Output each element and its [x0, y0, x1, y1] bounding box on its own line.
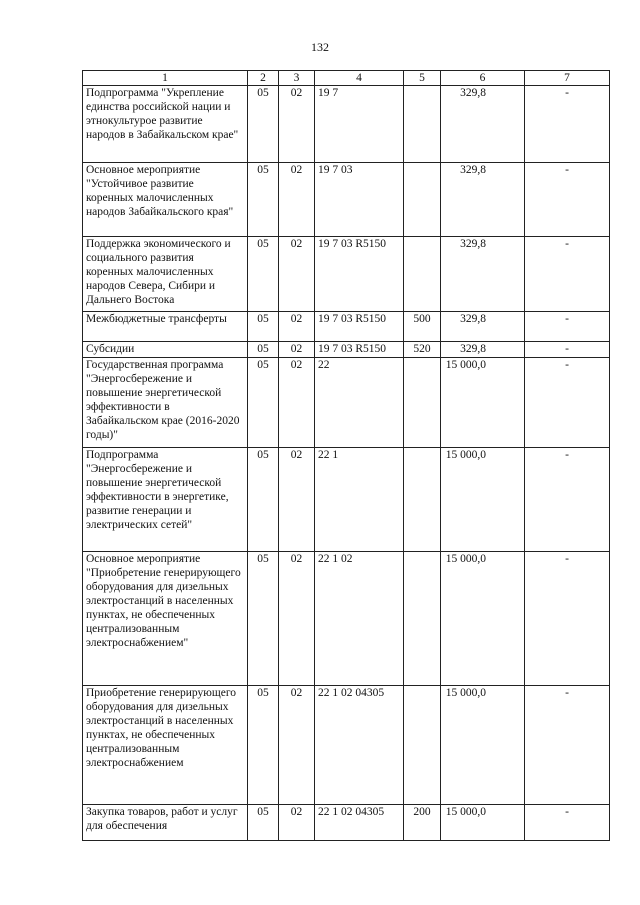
row-section: 05 [248, 237, 279, 312]
row-section: 05 [248, 552, 279, 686]
row-subsection: 02 [279, 358, 315, 448]
table-row [83, 686, 610, 805]
row-subsection: 02 [279, 312, 315, 342]
row-amount: 329,8 [441, 237, 525, 312]
row-subsection: 02 [279, 86, 315, 163]
row-amount: 15 000,0 [441, 358, 525, 448]
table-row [83, 805, 610, 841]
header-row [83, 71, 610, 86]
row-subsection: 02 [279, 448, 315, 552]
row-name: Закупка товаров, работ и услуг для обеспечения [83, 805, 248, 841]
row-name: Основное мероприятие "Устойчивое развитие коренных малочисленных народов Забайкальского края" [83, 163, 248, 237]
row-amount: 329,8 [441, 342, 525, 358]
row-name: Приобретение генерирующего оборудования для дизельных электростанций в населенных пунктах, не обеспеченных централизованным электроснабжением [83, 686, 248, 805]
row-target-code: 19 7 [315, 86, 404, 163]
table-row [83, 163, 610, 237]
row-section: 05 [248, 686, 279, 805]
table-row [83, 237, 610, 312]
row-amount: 15 000,0 [441, 448, 525, 552]
row-note: - [525, 86, 610, 163]
table-row [83, 358, 610, 448]
column-header: 4 [315, 71, 404, 86]
row-target-code: 22 1 02 [315, 552, 404, 686]
row-name: Подпрограмма "Укрепление единства российской нации и этнокультурое развитие народов в Забайкальском крае" [83, 86, 248, 163]
row-amount: 15 000,0 [441, 805, 525, 841]
column-header: 6 [441, 71, 525, 86]
row-expense-type [404, 358, 441, 448]
row-expense-type [404, 552, 441, 686]
row-note: - [525, 448, 610, 552]
row-name: Межбюджетные трансферты [83, 312, 248, 342]
row-expense-type [404, 448, 441, 552]
column-header: 2 [248, 71, 279, 86]
row-subsection: 02 [279, 163, 315, 237]
column-header: 7 [525, 71, 610, 86]
row-target-code: 22 [315, 358, 404, 448]
table-row [83, 86, 610, 163]
table-row [83, 312, 610, 342]
row-amount: 15 000,0 [441, 552, 525, 686]
row-target-code: 19 7 03 [315, 163, 404, 237]
row-section: 05 [248, 358, 279, 448]
row-target-code: 19 7 03 R5150 [315, 312, 404, 342]
table-row [83, 342, 610, 358]
row-subsection: 02 [279, 805, 315, 841]
column-header: 5 [404, 71, 441, 86]
row-expense-type: 520 [404, 342, 441, 358]
row-subsection: 02 [279, 686, 315, 805]
page-number: 132 [311, 40, 329, 54]
row-expense-type [404, 163, 441, 237]
budget-table [82, 70, 610, 841]
row-target-code: 22 1 [315, 448, 404, 552]
row-amount: 329,8 [441, 312, 525, 342]
table-row [83, 448, 610, 552]
row-name: Основное мероприятие "Приобретение генерирующего оборудования для дизельных электростанций в населенных пунктах, не обеспеченных централизованным электроснабжением" [83, 552, 248, 686]
row-name: Поддержка экономического и социального развития коренных малочисленных народов Севера, Сибири и Дальнего Востока [83, 237, 248, 312]
row-note: - [525, 686, 610, 805]
row-target-code: 19 7 03 R5150 [315, 342, 404, 358]
row-name: Субсидии [83, 342, 248, 358]
row-section: 05 [248, 86, 279, 163]
row-note: - [525, 805, 610, 841]
row-section: 05 [248, 312, 279, 342]
row-target-code: 22 1 02 04305 [315, 686, 404, 805]
row-expense-type [404, 686, 441, 805]
column-header: 3 [279, 71, 315, 86]
row-note: - [525, 552, 610, 686]
row-note: - [525, 342, 610, 358]
row-expense-type: 200 [404, 805, 441, 841]
row-amount: 329,8 [441, 86, 525, 163]
row-section: 05 [248, 805, 279, 841]
row-note: - [525, 237, 610, 312]
row-subsection: 02 [279, 237, 315, 312]
row-subsection: 02 [279, 552, 315, 686]
row-target-code: 22 1 02 04305 [315, 805, 404, 841]
row-amount: 329,8 [441, 163, 525, 237]
row-section: 05 [248, 163, 279, 237]
row-name: Подпрограмма "Энергосбережение и повышение энергетической эффективности в энергетике, развитие генерации и электрических сетей" [83, 448, 248, 552]
row-subsection: 02 [279, 342, 315, 358]
table-row [83, 552, 610, 686]
row-note: - [525, 358, 610, 448]
row-target-code: 19 7 03 R5150 [315, 237, 404, 312]
column-header: 1 [83, 71, 248, 86]
row-section: 05 [248, 448, 279, 552]
row-expense-type [404, 86, 441, 163]
row-note: - [525, 163, 610, 237]
row-amount: 15 000,0 [441, 686, 525, 805]
row-section: 05 [248, 342, 279, 358]
row-note: - [525, 312, 610, 342]
row-expense-type [404, 237, 441, 312]
row-name: Государственная программа "Энергосбережение и повышение энергетической эффективности в Забайкальском крае (2016-2020 годы)" [83, 358, 248, 448]
row-expense-type: 500 [404, 312, 441, 342]
